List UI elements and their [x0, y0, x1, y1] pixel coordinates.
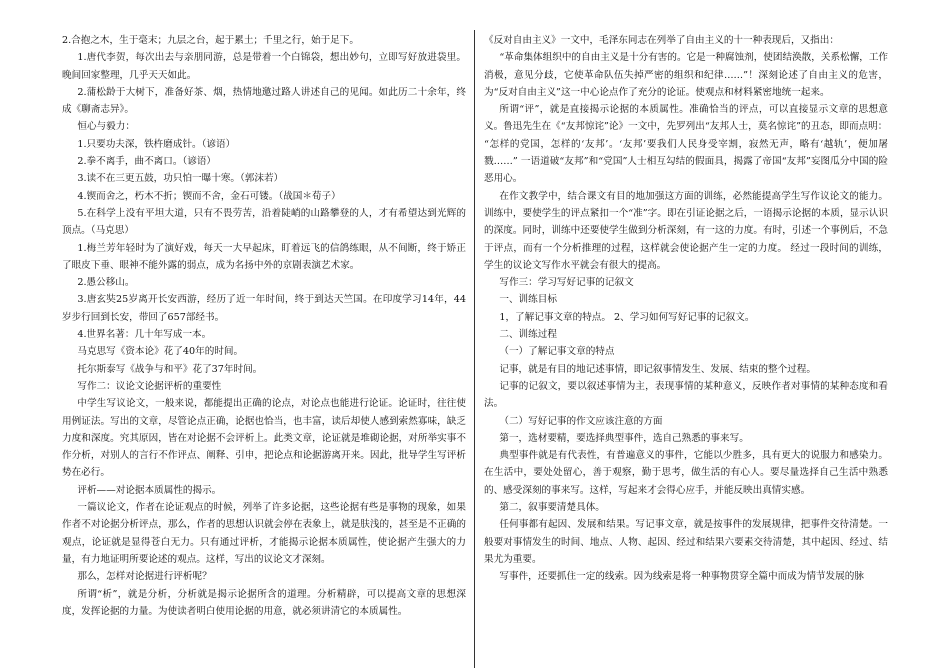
paragraph: 2.拳不离手，曲不离口。（谚语） [77, 156, 217, 168]
paragraph: 1，了解记事文章的特点。 2、学习如何写好记事的记叙文。 [499, 311, 755, 323]
paragraph: 1.只要功夫深，铁杵磨成针。（谚语） [77, 138, 236, 150]
section-heading: 写作二：议论文论据评析的重要性 [77, 380, 222, 392]
paragraph: 所谓“析”，就是分析，分析就是揭示论据所含的道理。分析精辟，可以提高文章的思想深度，发挥论据的力量。为使读者明白使用论据的用意，就必须讲清它的本质属性。 [62, 588, 466, 617]
paragraph: “革命集体组织中的自由主义是十分有害的。它是一种腐蚀剂，使团结涣散，关系松懈，工作消极，意见分歧，它使革命队伍失掉严密的组织和纪律……”！深刻论述了自由主义的危害，为“反对自由主义”这一中心论点作了充分的论证。使观点和材料紧密地统一起来。 [484, 52, 889, 98]
section-heading: （二）写好记事的作文应该注意的方面 [499, 415, 663, 427]
section-heading: 二、训练过程 [499, 329, 557, 341]
paragraph: 所谓“评”，就是直接揭示论据的本质属性。准确恰当的评点，可以直接显示文章的思想意义。鲁迅先生在《“友邦惊诧”论》一文中，先罗列出“友邦人士，莫名惊诧”的丑态，即而点明： [484, 104, 888, 133]
paragraph: 任何事都有起因、发展和结果。写记事文章，就是按事件的发展规律，把事件交待清楚。一般要对事情发生的时间、地点、人物、起因、经过和结果六要素交待清楚，其中起因、经过、结果尤为重要。 [484, 519, 888, 565]
paragraph: 1.唐代李贺，每次出去与亲朋同游，总是带着一个白锦袋，想出妙句，立即写好放进袋里。晚间回家整理，几乎天天如此。 [62, 52, 466, 81]
paragraph: 4.锲而舍之，朽木不折；锲而不舍，金石可镂。（战国＊荀子） [77, 190, 341, 202]
paragraph: 那么，怎样对论据进行评析呢？ [77, 571, 212, 583]
paragraph: 2.愚公移山。 [77, 277, 135, 289]
right-column [484, 32, 888, 586]
paragraph: 一篇议论文，作者在论证观点的时候，列举了许多论据，这些论据有些是事物的现象，如果作者不对论据分析评点，那么，作者的思想认识就会停在表象上，就是肤浅的，甚至是不正确的观点，论证就是显得苍白无力。只有通过评析，才能揭示论据本质属性，使论据产生强大的力量，有力地证明所要论述的观点。这样，写出的议论文才深刻。 [62, 502, 466, 565]
left-column [62, 32, 466, 620]
paragraph: 《反对自由主义》一文中，毛泽东同志在列举了自由主义的十一种表现后，又指出： [484, 35, 839, 46]
paragraph: 3.读不在三更五鼓，功只怕一曝十寒。（郭沫若） [77, 173, 284, 185]
paragraph: 在作文教学中，结合课文有目的地加强这方面的训练，必然能提高学生写作议论文的能力。 训练中，要使学生的评点紧扣一个“准”字。即在引证论据之后，一语揭示论据的本质，显示认识的深度。同时，训练中还要使学生做到分析深刻，有一这的力度。有时，引述一个事例后，不急于评点，而有一个分析推理的过程，这样就会使论据产生一定的力度。 经过一段时间的训练，学生的议论文写作水平就会有很大的提高。 [484, 190, 888, 271]
paragraph: 1.梅兰芳年轻时为了演好戏，每天一大早起床，盯着远飞的信鸽练眼，从不间断，终于矫正了眼皮下垂、眼神不能外露的弱点，成为名扬中外的京剧表演艺术家。 [62, 242, 466, 271]
paragraph: 典型事件就是有代表性，有普遍意义的事件，它能以少胜多，具有更大的说服力和感染力。在生活中，要处处留心，善于观察，勤于思考，做生活的有心人。要尽量选择自己生活中熟悉的、感受深刻的事来写。这样，写起来才会得心应手，并能反映出真情实感。 [484, 450, 888, 496]
paragraph: “怎样的党国，怎样的‘友邦’。‘友邦’要我们人民身受宰割，寂然无声，略有‘越轨’，便加屠戮……” 一语道破“友邦”和“党国”人士相互勾结的假面具，揭露了帝国“友邦”妄图瓜分中国的险恶用心。 [484, 138, 888, 185]
section-heading: 评析——对论据本质属性的揭示。 [77, 484, 222, 496]
section-heading: 恒心与毅力： [77, 121, 135, 133]
paragraph: 马克思写《资本论》花了40年的时间。 [77, 346, 244, 358]
paragraph: 第一，选材要精，要选择典型事件，选自己熟悉的事来写。 [499, 432, 749, 444]
paragraph: 托尔斯泰写《战争与和平》花了37年时间。 [77, 363, 263, 375]
paragraph: 写事件，还要抓住一定的线索。因为线索是将一种事物贯穿全篇中而成为情节发展的脉 [499, 571, 864, 583]
paragraph: 5.在科学上没有平坦大道，只有不畏劳苦，沿着陡峭的山路攀登的人，才有希望达到光辉的顶点。（马克思） [62, 207, 466, 237]
paragraph: 4.世界名著：几十年写成一本。 [77, 329, 212, 341]
paragraph: 第二，叙事要清楚具体。 [499, 502, 605, 514]
paragraph: 2.合抱之木，生于毫末；九层之台，起于累土；千里之行，始于足下。 [62, 35, 359, 46]
section-heading: （一）了解记事文章的特点 [499, 346, 615, 358]
paragraph: 3.唐玄奘25岁离开长安西游，经历了近一年时间，终于到达天竺国。在印度学习14年，44岁步行回到长安，带回了657部经书。 [62, 294, 466, 323]
paragraph: 2.蒲松龄于大树下，准备好茶、烟，热情地邀过路人讲述自己的见闻。如此历二十余年，终成《聊斋志异》。 [62, 86, 466, 116]
paragraph: 中学生写议论文，一般来说，都能提出正确的论点，对论点也能进行论证。论证时，往往使用例证法。写出的文章，尽管论点正确，论据也恰当，也丰富，读后却使人感到索然寡味，缺乏力度和深度。究其原因，皆在对论据不会评析上。此类文章，论证就是堆砌论据，对所举实事不作分析，对别人的言行不作评点、阐释、引申，把论点和论据游离开来。因此，批导学生写评析势在必行。 [62, 398, 466, 479]
column-divider [474, 30, 475, 668]
paragraph: 记事的记叙文，要以叙述事情为主，表现事情的某种意义，反映作者对事情的某种态度和看法。 [484, 380, 888, 410]
section-heading: 写作三：学习写好记事的记叙文 [499, 277, 634, 289]
paragraph: 记事，就是有目的地记述事情，即记叙事情发生、发展、结束的整个过程。 [499, 363, 816, 375]
section-heading: 一、训练目标 [499, 294, 557, 306]
